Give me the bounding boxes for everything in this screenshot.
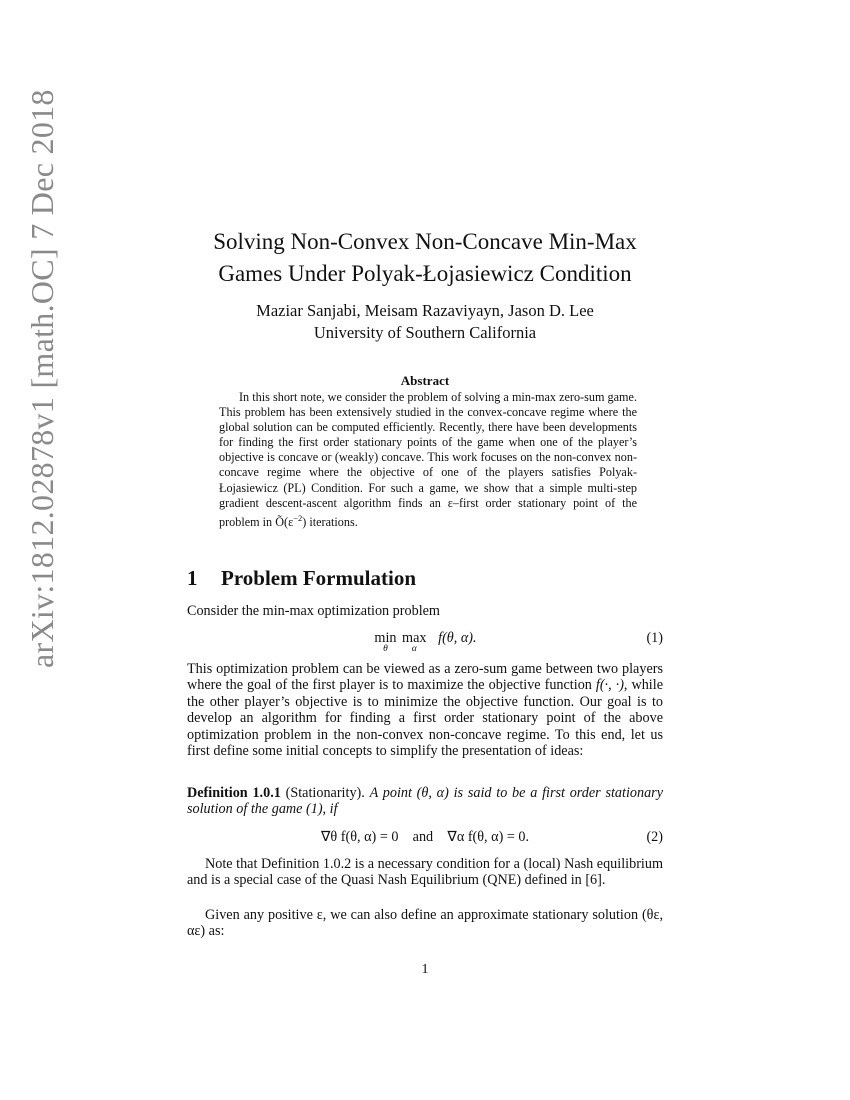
section-number: 1 xyxy=(187,566,198,590)
authors: Maziar Sanjabi, Meisam Razaviyayn, Jason D. Lee xyxy=(256,301,594,320)
min-operator: min θ xyxy=(374,630,397,654)
title-line-2: Games Under Polyak-Łojasiewicz Condition xyxy=(218,261,632,286)
paragraph-3: Given any positive ε, we can also define an approximate stationary solution (θε, αε) as: xyxy=(187,907,663,940)
equation-1 xyxy=(187,630,663,652)
author-block xyxy=(0,300,850,344)
section-heading xyxy=(187,566,416,591)
affiliation: University of Southern California xyxy=(313,323,537,342)
definition-1-0-1 xyxy=(187,785,663,818)
page-number: 1 xyxy=(421,962,429,977)
abstract-heading: Abstract xyxy=(400,373,450,388)
max-operator: max α xyxy=(402,630,427,654)
gradient-theta-condition: ∇θ f(θ, α) = 0 xyxy=(320,829,399,845)
function-f: f(·, ·) xyxy=(595,677,624,694)
equation-2-number: (2) xyxy=(646,829,663,845)
title-line-1: Solving Non-Convex Non-Concave Min-Max xyxy=(213,229,637,254)
definition-label: Definition 1.0.1 xyxy=(187,785,281,801)
definition-name: (Stationarity). xyxy=(285,785,365,801)
equation-2-and: and xyxy=(412,829,434,845)
paragraph-2: Note that Definition 1.0.2 is a necessary condition for a (local) Nash equilibrium and is a special case of the Quasi Nash Equilibrium (QNE) defined in [6]. xyxy=(187,856,663,889)
section-title: Problem Formulation xyxy=(221,566,417,590)
complexity-expression: $Õ(\varepsilon^{-2}$ xyxy=(275,512,303,529)
abstract-text: In this short note, we consider the problem of solving a min-max zero-sum game. This problem has been extensively studied in the convex-concave regime where the global solution can be computed efficiently. Recently, there have been developments for finding the first order stationary points of the game when one of the player’s objective is concave or (weakly) concave. This work focuses on the non-convex non-concave regime where the objective of one of the players satisfies Polyak-Łojasiewicz (PL) Condition. For such a game, we show that a simple multi-step gradient descent-ascent algorithm finds an ε–first order stationary point of the problem in $Õ(\varepsilon^{-2})$ iterations. xyxy=(219,390,637,529)
objective-expression: f(θ, α). xyxy=(438,630,477,646)
paper-title xyxy=(0,226,850,290)
definition-text: A point (θ, α) is said to be a first order stationary solution of the game (1), if xyxy=(187,785,664,818)
equation-2 xyxy=(187,829,663,851)
intro-paragraph: Consider the min-max optimization problem xyxy=(187,603,440,619)
equation-1-number: (1) xyxy=(646,630,663,646)
gradient-alpha-condition: ∇α f(θ, α) = 0. xyxy=(447,829,530,845)
arxiv-identifier-text: arXiv:1812.02878v1 [math.OC] 7 Dec 2018 xyxy=(24,89,60,668)
paragraph-1: This optimization problem can be viewed as a zero-sum game between two players where the goal of the first player is to maximize the objective function f(·, ·), while the other player’s objective is to minimize the objective function. Our goal is to develop an algorithm for finding a first order stationary point of the above optimization problem in the non-convex non-concave regime. To this end, let us first define some initial concepts to simplify the presentation of ideas: xyxy=(187,661,663,760)
